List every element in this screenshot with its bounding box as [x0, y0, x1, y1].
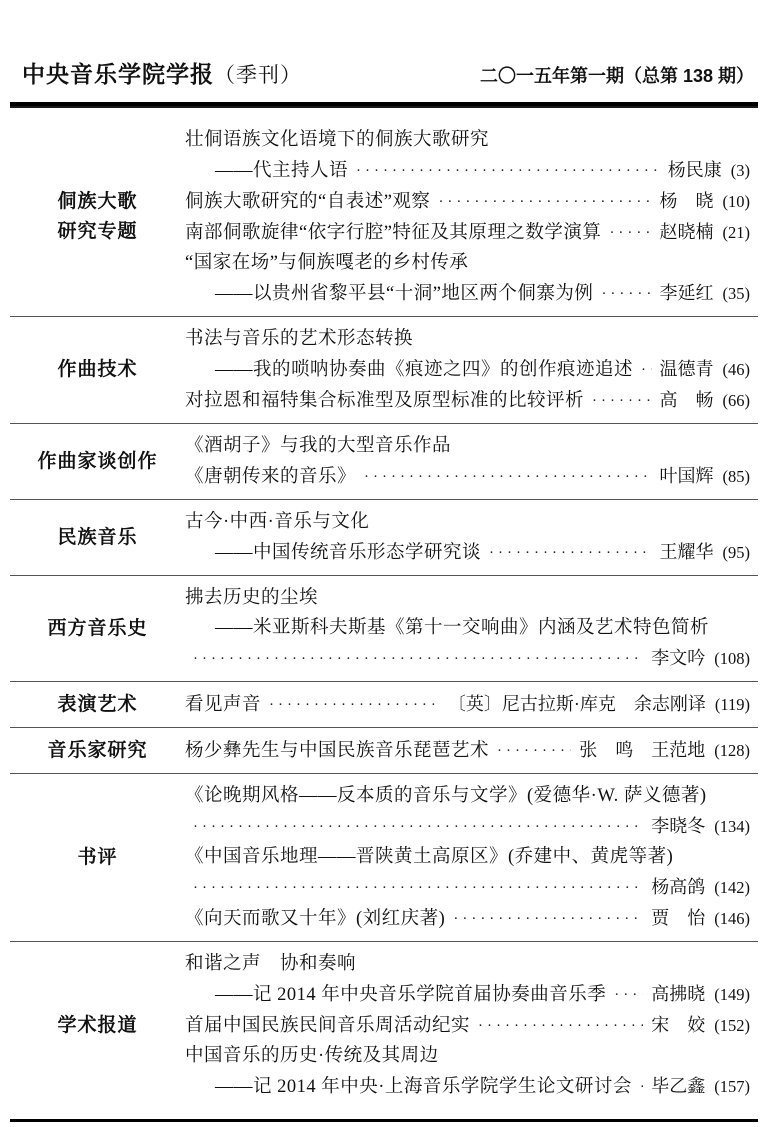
- entry-page-number: (21): [722, 223, 750, 242]
- toc-entry-row: [185, 278, 750, 309]
- dot-leader: [193, 644, 643, 674]
- dot-leader: [489, 538, 651, 568]
- entry-author: 杨民康: [667, 160, 722, 180]
- section-label-column: [10, 358, 185, 382]
- toc-section: [0, 500, 768, 575]
- entry-title: 杨少彝先生与中国民族音乐琵琶艺术: [185, 741, 490, 761]
- entry-author: 宋 姣: [651, 1015, 706, 1035]
- entry-author: 〔英〕尼古拉斯·库克 余志刚译: [447, 694, 706, 714]
- dot-leader: [193, 873, 643, 903]
- entry-page-number: (66): [722, 391, 750, 410]
- section-label-column: [10, 190, 185, 244]
- section-label-column: [10, 617, 185, 641]
- entry-title: ——记 2014 年中央·上海音乐学院学生论文研讨会: [215, 1077, 632, 1097]
- toc-section: [0, 942, 768, 1109]
- section-entries: [185, 125, 750, 309]
- toc-section: [0, 728, 768, 773]
- section-label-column: [10, 526, 185, 550]
- toc-entry-row: [185, 811, 750, 842]
- entry-title: ——以贵州省黎平县“十洞”地区两个侗寨为例: [215, 284, 594, 304]
- entry-title: 《酒胡子》与我的大型音乐作品: [185, 436, 452, 456]
- toc-entry-row: [185, 431, 750, 461]
- section-entries: [185, 781, 750, 934]
- toc-entry-row: [185, 354, 750, 385]
- entry-title: ——我的唢呐协奏曲《痕迹之四》的创作痕迹追述: [215, 360, 634, 380]
- entry-title: 壮侗语族文化语境下的侗族大歌研究: [185, 130, 490, 150]
- entry-page-number: (46): [722, 360, 750, 379]
- dot-leader: [269, 690, 440, 720]
- section-label: 表演艺术: [57, 693, 138, 715]
- entry-author: 李晓冬: [651, 816, 706, 836]
- entry-title: 拂去历史的尘埃: [185, 588, 319, 608]
- section-entries: [185, 583, 750, 674]
- entry-title: 和谐之声 协和奏响: [185, 954, 357, 974]
- entry-author: 高拂晓: [651, 984, 706, 1004]
- issue-info: 二〇一五年第一期（总第 138 期）: [479, 66, 754, 86]
- entry-page-number: (128): [714, 741, 750, 760]
- section-label: 侗族大歌: [57, 191, 138, 212]
- entry-author: 高 畅: [659, 390, 714, 410]
- section-label-column: [10, 739, 185, 763]
- toc-entry-row: [185, 781, 750, 811]
- journal-title-block: [22, 56, 302, 89]
- section-label: 西方音乐史: [47, 617, 148, 639]
- section-label: 作曲家谈创作: [37, 450, 158, 472]
- entry-author: 毕乙鑫: [651, 1076, 706, 1096]
- entry-author: 李文吟: [651, 648, 706, 668]
- dot-leader: [592, 386, 651, 416]
- entry-title: ——米亚斯科夫斯基《第十一交响曲》内涵及艺术特色简析: [215, 618, 710, 638]
- toc-entry-row: [185, 186, 750, 217]
- toc-entry-row: [185, 217, 750, 248]
- entry-title: 《向天而歌又十年》(刘红庆著): [185, 909, 446, 929]
- section-entries: [185, 507, 750, 568]
- dot-leader: [641, 355, 651, 385]
- section-entries: [185, 324, 750, 416]
- section-label: 音乐家研究: [47, 739, 148, 761]
- entry-page-number: (134): [714, 817, 750, 836]
- entry-title: 《论晚期风格——反本质的音乐与文学》(爱德华·W. 萨义德著): [185, 786, 707, 806]
- section-entries: [185, 431, 750, 492]
- toc-section: [0, 774, 768, 941]
- dot-leader: [640, 1072, 643, 1102]
- entry-page-number: (35): [722, 284, 750, 303]
- journal-subtitle: （季刊）: [214, 63, 302, 87]
- section-label: 学术报道: [57, 1014, 138, 1036]
- entry-title: 侗族大歌研究的“自表述”观察: [185, 192, 431, 212]
- entry-author: 张 鸣 王范地: [579, 740, 706, 760]
- toc-entry-row: [185, 1041, 750, 1071]
- toc-entry-row: [185, 643, 750, 674]
- entry-page-number: (152): [714, 1016, 750, 1035]
- toc-entry-row: [185, 903, 750, 934]
- dot-leader: [478, 1011, 643, 1041]
- section-label-column: [10, 450, 185, 474]
- toc-entry-row: [185, 689, 750, 720]
- toc: [0, 108, 768, 1109]
- toc-entry-row: [185, 155, 750, 186]
- dot-leader: [438, 187, 651, 217]
- section-entries: [185, 949, 750, 1102]
- entry-page-number: (10): [722, 192, 750, 211]
- entry-page-number: (157): [714, 1077, 750, 1096]
- entry-page-number: (95): [722, 543, 750, 562]
- entry-title: ——记 2014 年中央音乐学院首届协奏曲音乐季: [215, 985, 607, 1005]
- toc-entry-row: [185, 613, 750, 643]
- section-entries: [185, 689, 750, 720]
- toc-entry-row: [185, 842, 750, 872]
- section-label-column: [10, 846, 185, 870]
- section-entries: [185, 735, 750, 766]
- toc-entry-row: [185, 125, 750, 155]
- entry-author: 温德青: [659, 359, 714, 379]
- toc-entry-row: [185, 537, 750, 568]
- entry-page-number: (142): [714, 878, 750, 897]
- toc-entry-row: [185, 735, 750, 766]
- entry-title: 中国音乐的历史·传统及其周边: [185, 1046, 439, 1066]
- entry-page-number: (108): [714, 649, 750, 668]
- entry-author: 杨 晓: [659, 191, 714, 211]
- entry-title: 《中国音乐地理——晋陕黄土高原区》(乔建中、黄虎等著): [185, 847, 674, 867]
- section-label: 研究专题: [57, 221, 138, 242]
- section-label: 书评: [77, 846, 118, 868]
- bottom-rule: [10, 1119, 758, 1122]
- page-header: [0, 0, 768, 89]
- section-label: 民族音乐: [57, 526, 138, 548]
- toc-entry-row: [185, 1071, 750, 1102]
- entry-page-number: (85): [722, 467, 750, 486]
- section-label: 作曲技术: [57, 359, 138, 380]
- toc-entry-row: [185, 979, 750, 1010]
- toc-entry-row: [185, 461, 750, 492]
- dot-leader: [453, 904, 643, 934]
- toc-entry-row: [185, 583, 750, 613]
- toc-entry-row: [185, 385, 750, 416]
- dot-leader: [193, 812, 643, 842]
- dot-leader: [497, 736, 571, 766]
- entry-author: 贾 怡: [651, 908, 706, 928]
- entry-title: 对拉恩和福特集合标准型及原型标准的比较评析: [185, 391, 585, 411]
- entry-page-number: (146): [714, 909, 750, 928]
- entry-title: ——中国传统音乐形态学研究谈: [215, 543, 482, 563]
- dot-leader: [609, 218, 651, 248]
- entry-title: 看见声音: [185, 695, 262, 715]
- toc-section: [0, 682, 768, 727]
- toc-section: [0, 424, 768, 499]
- entry-author: 叶国辉: [659, 466, 714, 486]
- entry-author: 李延红: [659, 283, 714, 303]
- dot-leader: [356, 156, 660, 186]
- entry-title: 南部侗歌旋律“依字行腔”特征及其原理之数学演算: [185, 223, 602, 243]
- dot-leader: [601, 279, 651, 309]
- toc-section: [0, 317, 768, 423]
- entry-title: “国家在场”与侗族嘎老的乡村传承: [185, 253, 469, 273]
- dot-leader: [364, 462, 651, 492]
- toc-section: [0, 576, 768, 681]
- toc-entry-row: [185, 1010, 750, 1041]
- entry-author: 王耀华: [659, 542, 714, 562]
- entry-title: ——代主持人语: [215, 161, 349, 181]
- toc-entry-row: [185, 949, 750, 979]
- toc-entry-row: [185, 507, 750, 537]
- toc-entry-row: [185, 248, 750, 278]
- toc-entry-row: [185, 324, 750, 354]
- entry-title: 书法与音乐的艺术形态转换: [185, 329, 414, 349]
- entry-title: 《唐朝传来的音乐》: [185, 467, 357, 487]
- entry-page-number: (3): [730, 161, 750, 180]
- journal-title: 中央音乐学院学报: [22, 61, 214, 87]
- section-label-column: [10, 1014, 185, 1038]
- dot-leader: [614, 980, 643, 1010]
- entry-page-number: (119): [714, 695, 750, 714]
- section-label-column: [10, 693, 185, 717]
- toc-section: [0, 118, 768, 316]
- entry-author: 杨高鸽: [651, 877, 706, 897]
- entry-title: 首届中国民族民间音乐周活动纪实: [185, 1016, 471, 1036]
- entry-author: 赵晓楠: [659, 222, 714, 242]
- entry-page-number: (149): [714, 985, 750, 1004]
- toc-entry-row: [185, 872, 750, 903]
- entry-title: 古今·中西·音乐与文化: [185, 512, 370, 532]
